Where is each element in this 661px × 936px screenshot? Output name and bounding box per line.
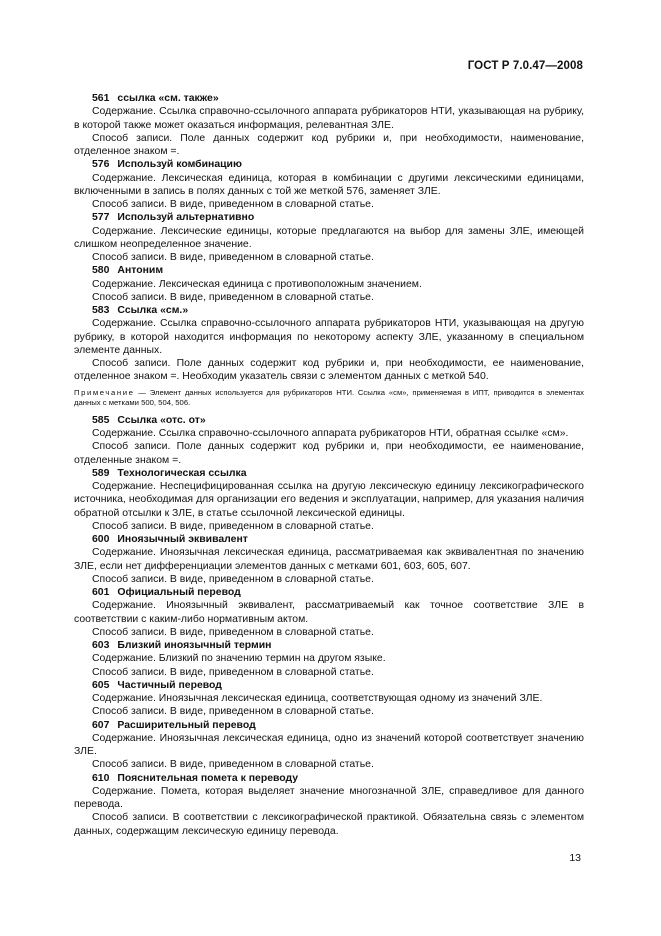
entry-title: Частичный перевод: [117, 679, 222, 691]
entry-content: Содержание. Лексическая единица, которая в комбинации с другими лексическими единицами, включенными в запись в полях данных с той же меткой 576, заменяет ЗЛЕ.: [74, 172, 584, 197]
entry-recording-method: Способ записи. В виде, приведенном в словарной статье.: [92, 252, 374, 263]
entry-title: Пояснительная помета к переводу: [117, 772, 299, 784]
entry-recording-method: Способ записи. В виде, приведенном в словарной статье.: [92, 291, 374, 303]
entry-heading: [74, 679, 584, 692]
entry-600: [74, 533, 584, 586]
entry-recording-method: Способ записи. Поле данных содержит код рубрики и, при необходимости, наименование, отделенное знаком =.: [74, 132, 584, 157]
entry-heading: [74, 467, 584, 480]
entry-code: 583: [92, 305, 110, 316]
entry-code: 605: [92, 679, 110, 691]
entry-heading: [74, 533, 584, 546]
entry-title: ссылка «см. также»: [117, 93, 219, 104]
entry-code: 561: [92, 93, 110, 104]
entry-recording-method: Способ записи. В виде, приведенном в словарной статье.: [92, 666, 374, 678]
entry-607: [74, 719, 584, 772]
standard-header: ГОСТ Р 7.0.47—2008: [467, 60, 583, 72]
entry-561: [74, 92, 584, 158]
entry-heading: [74, 719, 584, 732]
entry-content: Содержание. Иноязычный эквивалент, рассматриваемый как точное соответствие ЗЛЕ в соответствии с каким-либо нормативным актом.: [74, 600, 584, 625]
entry-content: Содержание. Иноязычная лексическая единица, рассматриваемая как эквивалентная по значению ЗЛЕ, если нет дифференциации элементов данных с метками 601, 603, 605, 607.: [74, 547, 584, 572]
entry-recording-method: Способ записи. В виде, приведенном в словарной статье.: [92, 706, 374, 718]
entry-605: [74, 679, 584, 719]
entry-content: Содержание. Лексическая единица с противоположным значением.: [92, 278, 422, 290]
entry-recording-method: Способ записи. Поле данных содержит код рубрики и, при необходимости, ее наименование, отделенные знаком =.: [74, 441, 584, 466]
entry-heading: [74, 586, 584, 599]
note-text: — Элемент данных используется для рубрикаторов НТИ. Ссылка «см», применяемая в ИПТ, приводится в элементах данных с метками 500, 504, 506.: [74, 387, 584, 407]
entry-title: Ссылка «отс. от»: [117, 414, 206, 426]
entry-title: Используй комбинацию: [117, 159, 242, 171]
entry-title: Официальный перевод: [117, 587, 241, 599]
entry-title: Технологическая ссылка: [117, 467, 247, 479]
entry-recording-method: Способ записи. В виде, приведенном в словарной статье.: [92, 573, 374, 585]
entry-content: Содержание. Близкий по значению термин на другом языке.: [92, 653, 386, 665]
entry-code: 589: [92, 467, 110, 479]
entry-601: [74, 586, 584, 639]
entry-heading: [74, 211, 584, 224]
entry-note: [74, 388, 584, 408]
note-label: Примечание: [74, 387, 135, 397]
entry-content: Содержание. Помета, которая выделяет значение многозначной ЗЛЕ, справедливое для данного перевода.: [74, 785, 584, 811]
entry-576: [74, 158, 584, 211]
entry-610: [74, 772, 584, 838]
entry-code: 601: [92, 587, 110, 599]
entry-title: Используй альтернативно: [117, 212, 255, 224]
entry-content: Содержание. Ссылка справочно-ссылочного аппарата рубрикаторов НТИ, обратная ссылке «см».: [92, 428, 569, 440]
entry-recording-method: Способ записи. В виде, приведенном в словарной статье.: [92, 520, 374, 532]
entry-heading: [74, 264, 584, 277]
entry-580: [74, 264, 584, 304]
entry-589: [74, 467, 584, 533]
entry-title: Близкий иноязычный термин: [117, 640, 272, 652]
entry-code: 603: [92, 640, 110, 652]
entry-code: 607: [92, 719, 110, 731]
entry-title: Ссылка «см.»: [117, 305, 189, 316]
entry-code: 600: [92, 534, 110, 546]
entry-content: Содержание. Неспецифицированная ссылка на другую лексическую единицу лексикографического источника, необходимая для организации его ведения и эксплуатации, например, для указания наличия обратной отсылки к ЗЛЕ, в статье ссылочной лексической единицы.: [74, 481, 584, 519]
entry-title: Расширительный перевод: [117, 719, 256, 731]
entry-title: Иноязычный эквивалент: [117, 534, 248, 546]
document-body: [74, 92, 584, 838]
entry-583: [74, 304, 584, 408]
entry-heading: [74, 92, 584, 105]
entry-585: [74, 414, 584, 467]
entry-recording-method: Способ записи. В виде, приведенном в словарной статье.: [92, 199, 374, 210]
entry-heading: [74, 772, 584, 785]
entry-603: [74, 639, 584, 679]
entry-heading: [74, 304, 584, 317]
entry-content: Содержание. Ссылка справочно-ссылочного аппарата рубрикаторов НТИ, указывающая на рубрику, в которой также может оказаться информация, релевантная ЗЛЕ.: [74, 106, 584, 131]
entry-recording-method: Способ записи. Поле данных содержит код рубрики и, при необходимости, ее наименование, отделенное знаком =. Необходим указатель связи с элементом данных с меткой 540.: [74, 358, 584, 383]
entry-recording-method: Способ записи. В виде, приведенном в словарной статье.: [92, 626, 374, 638]
entry-title: Антоним: [117, 265, 164, 277]
entry-heading: [74, 158, 584, 171]
entry-recording-method: Способ записи. В виде, приведенном в словарной статье.: [92, 759, 374, 771]
entry-recording-method: Способ записи. В соответствии с лексикографической практикой. Обязательна связь с элементом данных, содержащим лексическую единицу перевода.: [74, 812, 584, 837]
entry-577: [74, 211, 584, 264]
entry-code: 577: [92, 212, 110, 224]
entry-content: Содержание. Иноязычная лексическая единица, соответствующая одному из значений ЗЛЕ.: [92, 693, 543, 705]
entry-heading: [74, 639, 584, 652]
entry-content: Содержание. Лексические единицы, которые предлагаются на выбор для замены ЗЛЕ, имеющей слишком неопределенное значение.: [74, 225, 584, 250]
entry-content: Содержание. Ссылка справочно-ссылочного аппарата рубрикаторов НТИ, указывающая на другую рубрику, в которой находится информация по некоторому аспекту ЗЛЕ, указанному в специальном элементе данных.: [74, 318, 584, 356]
page-number: 13: [569, 852, 581, 864]
entry-code: 580: [92, 265, 110, 277]
entry-code: 610: [92, 772, 110, 784]
entry-content: Содержание. Иноязычная лексическая единица, одно из значений которой соответствует значению ЗЛЕ.: [74, 732, 584, 758]
entry-code: 585: [92, 414, 110, 426]
entry-heading: [74, 414, 584, 427]
entry-code: 576: [92, 159, 110, 171]
